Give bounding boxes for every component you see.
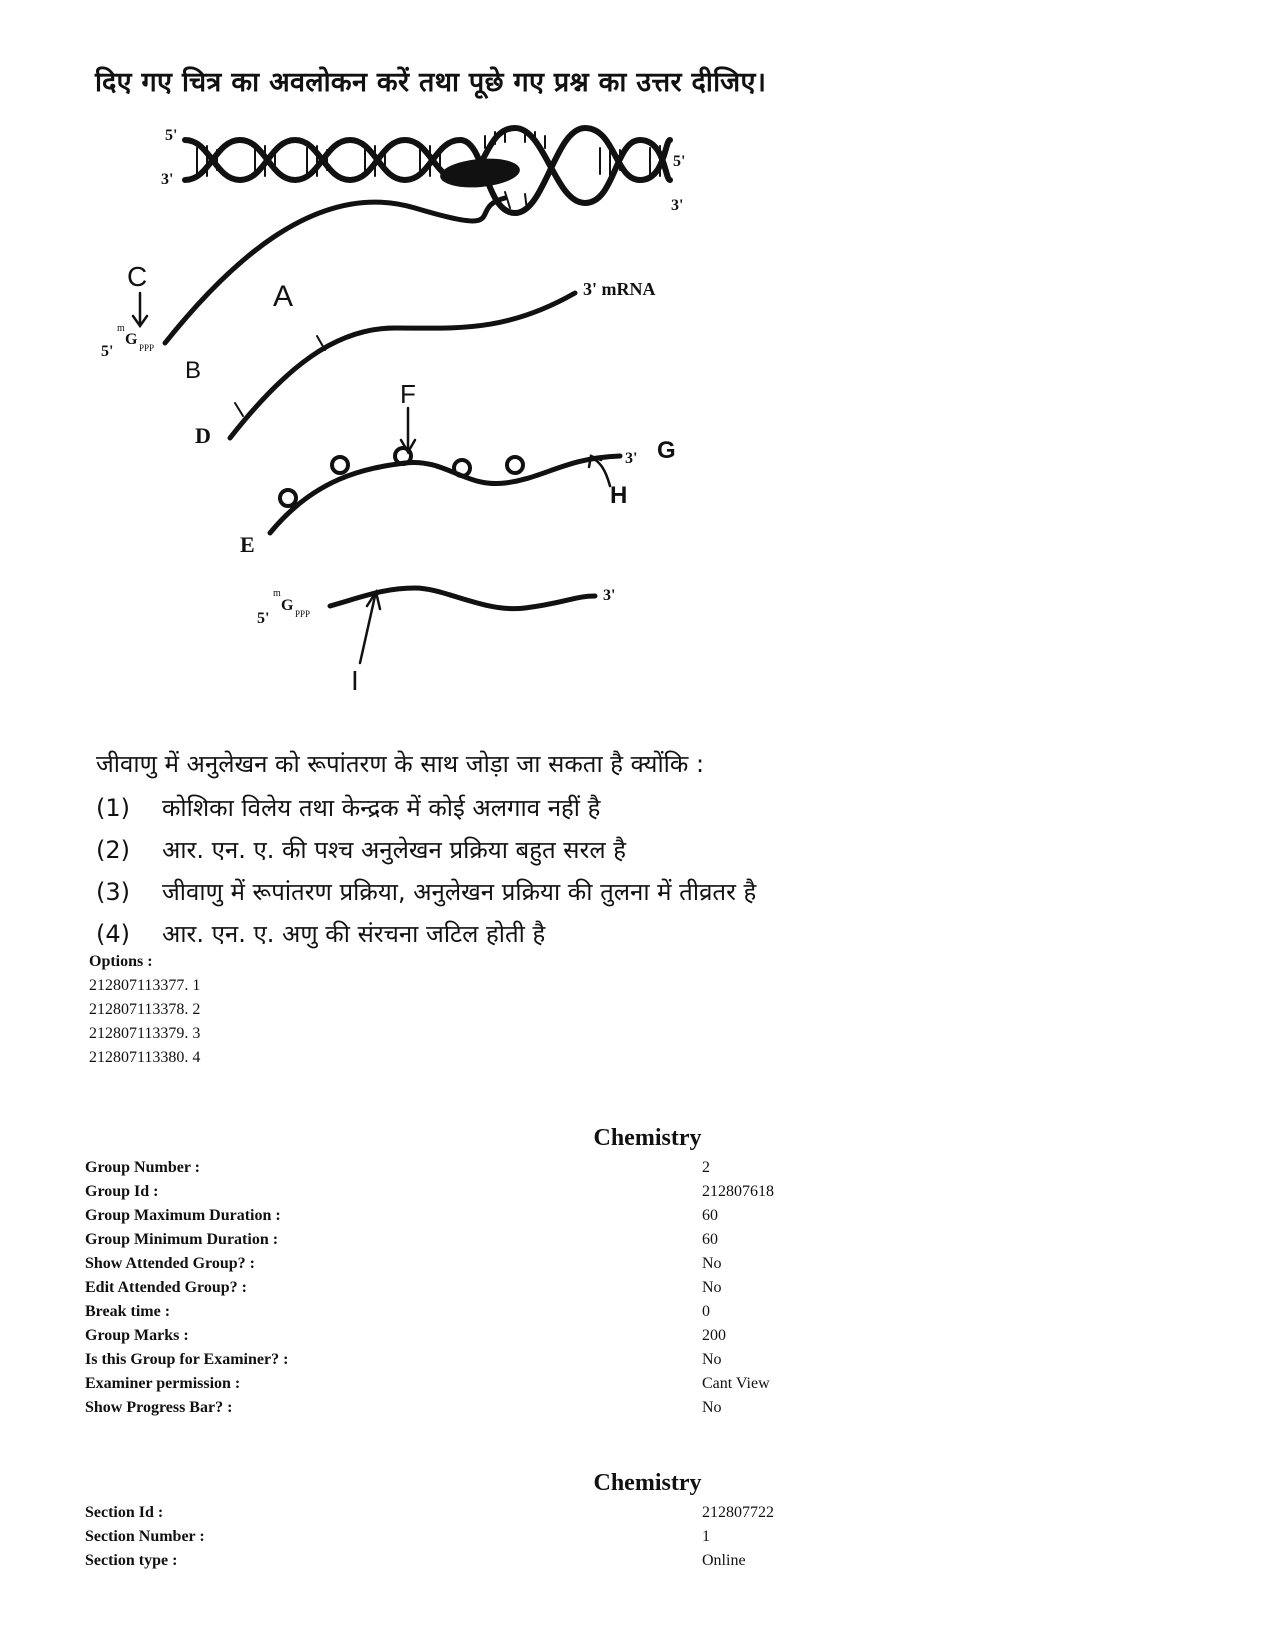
label-H: H: [610, 482, 628, 509]
choice-number: (4): [96, 920, 130, 948]
mrna-strand: [230, 293, 575, 438]
group-for-examiner-value: No: [702, 1351, 722, 1368]
label-cap1-ppp: PPP: [139, 343, 155, 353]
label-C: C: [127, 261, 148, 292]
section-id-value: 212807722: [702, 1504, 774, 1521]
label-E: E: [240, 532, 255, 557]
choice-text: कोशिका विलेय तथा केन्द्रक में कोई अलगाव नहीं है: [162, 794, 601, 822]
examiner-permission-label: Examiner permission :: [85, 1375, 241, 1392]
label-3prime-E: 3': [625, 450, 638, 467]
group-min-duration-value: 60: [702, 1231, 718, 1248]
label-cap1-g: G: [125, 331, 138, 348]
group-number-label: Group Number :: [85, 1159, 200, 1176]
question-title: दिए गए चित्र का अवलोकन करें तथा पूछे गए प्रश्न का उत्तर दीजिए।: [95, 67, 767, 98]
transcription-translation-diagram: [85, 118, 765, 718]
polysome-strand: [270, 456, 620, 533]
choice-number: (2): [96, 836, 130, 864]
label-mrna: 3' mRNA: [583, 279, 656, 299]
nascent-rna-strand: [165, 198, 505, 343]
label-G: G: [657, 437, 676, 464]
group-id-value: 212807618: [702, 1183, 774, 1200]
label-cap2-prime: 5': [257, 610, 270, 627]
option-item: 212807113377. 1: [89, 977, 201, 994]
label-5prime-right: 5': [673, 153, 686, 170]
label-3prime-top: 3': [161, 171, 174, 188]
group-min-duration-label: Group Minimum Duration :: [85, 1231, 279, 1248]
section-number-value: 1: [702, 1528, 710, 1545]
label-A: A: [273, 280, 294, 313]
label-5prime-top: 5': [165, 127, 178, 144]
label-F: F: [400, 379, 416, 409]
choice-text: आर. एन. ए. अणु की संरचना जटिल होती है: [162, 920, 546, 948]
choice-1: [96, 791, 600, 824]
ribosomes: [280, 448, 523, 506]
group-number-value: 2: [702, 1159, 710, 1176]
edit-attended-group-value: No: [702, 1279, 722, 1296]
mature-mrna-strand: [330, 588, 595, 609]
edit-attended-group-label: Edit Attended Group? :: [85, 1279, 247, 1296]
label-cap2-m: m: [273, 588, 281, 599]
group-max-duration-label: Group Maximum Duration :: [85, 1207, 281, 1224]
label-cap1-m: m: [117, 323, 125, 334]
section-type-value: Online: [702, 1552, 746, 1569]
group-heading: Chemistry: [593, 1125, 702, 1151]
option-item: 212807113378. 2: [89, 1001, 201, 1018]
group-for-examiner-label: Is this Group for Examiner? :: [85, 1351, 289, 1368]
break-time-label: Break time :: [85, 1303, 171, 1320]
label-cap1-prime: 5': [101, 343, 114, 360]
choice-4: [96, 917, 545, 950]
label-cap2-g: G: [281, 597, 294, 614]
show-progress-bar-value: No: [702, 1399, 722, 1416]
choice-3: [96, 875, 756, 908]
options-label: Options :: [89, 953, 153, 970]
choice-text: आर. एन. ए. की पश्च अनुलेखन प्रक्रिया बहुत सरल है: [162, 836, 626, 864]
rna-polymerase: [439, 156, 521, 191]
label-3prime-right: 3': [671, 197, 684, 214]
group-max-duration-value: 60: [702, 1207, 718, 1224]
dna-base-pairs: [197, 130, 660, 210]
section-type-label: Section type :: [85, 1552, 178, 1569]
option-item: 212807113380. 4: [89, 1049, 201, 1066]
section-number-label: Section Number :: [85, 1528, 205, 1545]
label-D: D: [195, 423, 211, 448]
section-id-label: Section Id :: [85, 1504, 164, 1521]
choice-number: (3): [96, 878, 130, 906]
examiner-permission-value: Cant View: [702, 1375, 770, 1392]
show-attended-group-value: No: [702, 1255, 722, 1272]
break-time-value: 0: [702, 1303, 710, 1320]
group-id-label: Group Id :: [85, 1183, 159, 1200]
label-I: I: [351, 665, 359, 696]
show-attended-group-label: Show Attended Group? :: [85, 1255, 255, 1272]
show-progress-bar-label: Show Progress Bar? :: [85, 1399, 233, 1416]
choice-number: (1): [96, 794, 130, 822]
group-marks-label: Group Marks :: [85, 1327, 189, 1344]
section-heading: Chemistry: [593, 1470, 702, 1496]
question-stem: जीवाणु में अनुलेखन को रूपांतरण के साथ जोड़ा जा सकता है क्योंकि :: [96, 750, 705, 778]
label-B: B: [185, 357, 202, 384]
choice-text: जीवाणु में रूपांतरण प्रक्रिया, अनुलेखन प्रक्रिया की तुलना में तीव्रतर है: [162, 878, 757, 906]
label-3prime-I: 3': [603, 587, 616, 604]
option-item: 212807113379. 3: [89, 1025, 201, 1042]
choice-2: [96, 833, 626, 866]
label-cap2-ppp: PPP: [295, 609, 311, 619]
group-marks-value: 200: [702, 1327, 726, 1344]
